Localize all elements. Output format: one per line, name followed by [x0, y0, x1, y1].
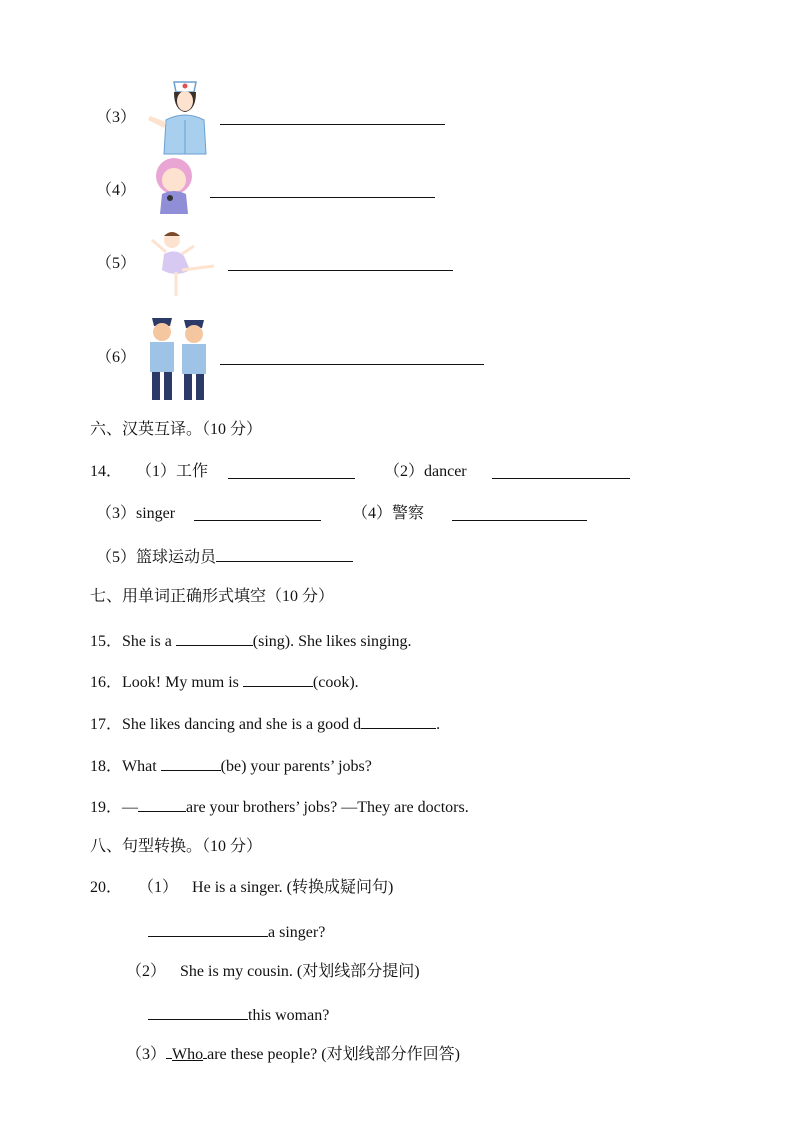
singer-girl-illustration	[150, 156, 200, 218]
dancer-illustration	[146, 226, 218, 298]
policemen-illustration	[146, 308, 214, 404]
answer-blank-14-5[interactable]	[216, 545, 353, 562]
question-number: 16．	[90, 674, 123, 691]
item-2-label: （2）dancer	[384, 463, 467, 480]
question-text: (cook).	[312, 674, 359, 691]
question-number-20: 20．	[90, 879, 123, 896]
item-4-label: （4）警察	[352, 505, 425, 522]
section-8-heading: 八、句型转换。（10 分）	[90, 838, 263, 855]
question-text: Look! My mum is	[122, 674, 243, 691]
question-text: She likes dancing and she is a good d	[122, 716, 362, 733]
sub-question-2-label: （2）	[126, 963, 167, 980]
question-text: (be) your parents’ jobs?	[220, 758, 372, 775]
answer-blank-17[interactable]	[361, 712, 436, 729]
sub-question-1-text: He is a singer. (转换成疑问句)	[192, 879, 394, 896]
sub-question-3-text: are these people? (对划线部分作回答)	[207, 1046, 460, 1063]
question-text: are your brothers’ jobs? —They are doctors.	[186, 799, 469, 816]
item-1-label: （1）工作	[136, 463, 209, 480]
picture-label-5: （5）	[96, 255, 137, 272]
sub-question-1-label: （1）	[138, 879, 179, 896]
section-7-heading: 七、用单词正确形式填空（10 分）	[90, 588, 335, 605]
question-15	[90, 629, 411, 652]
question-19	[90, 795, 469, 818]
question-number: 17．	[90, 716, 123, 733]
answer-blank-20-2b[interactable]	[198, 1003, 248, 1020]
question-text: What	[122, 758, 161, 775]
question-14-row-3	[96, 545, 353, 568]
question-20-part-2	[126, 962, 420, 982]
answer-blank-19[interactable]	[138, 795, 186, 812]
question-text: (sing). She likes singing.	[252, 633, 412, 650]
question-number: 19．	[90, 799, 123, 816]
answer-tail-20-1: a singer?	[268, 924, 326, 941]
item-3-label: （3）singer	[96, 505, 176, 522]
question-number: 18．	[90, 758, 123, 775]
question-20-part-1	[90, 878, 393, 898]
sub-question-3-label: （3）	[126, 1046, 167, 1063]
question-number-14: 14．	[90, 463, 123, 480]
answer-blank-3[interactable]	[220, 108, 445, 131]
question-text: She is a	[122, 633, 176, 650]
answer-blank-20-2a[interactable]	[148, 1003, 198, 1020]
answer-blank-14-4[interactable]	[452, 504, 587, 527]
question-18	[90, 754, 372, 777]
picture-label-6: （6）	[96, 349, 137, 366]
answer-blank-4[interactable]	[210, 181, 435, 204]
answer-line-20-2	[148, 1003, 329, 1026]
answer-blank-16[interactable]	[243, 670, 313, 687]
answer-blank-5[interactable]	[228, 254, 453, 277]
question-text: —	[122, 799, 139, 816]
answer-blank-14-2[interactable]	[492, 462, 630, 485]
question-16	[90, 670, 359, 693]
question-17	[90, 712, 440, 735]
answer-blank-15[interactable]	[176, 629, 253, 646]
answer-blank-14-1[interactable]	[228, 462, 355, 485]
nurse-illustration	[144, 76, 214, 156]
picture-label-3: （3）	[96, 109, 137, 126]
item-5-label: （5）篮球运动员	[96, 549, 217, 566]
section-6-heading: 六、汉英互译。（10 分）	[90, 421, 263, 438]
picture-label-4: （4）	[96, 182, 137, 199]
question-text: .	[436, 716, 441, 733]
question-20-part-3	[126, 1045, 460, 1065]
answer-tail-20-2: this woman?	[248, 1007, 330, 1024]
answer-blank-20-1[interactable]	[148, 920, 268, 937]
underlined-word: Who	[172, 1046, 204, 1063]
question-14-row-1	[90, 462, 208, 482]
sub-question-2-text: She is my cousin. (对划线部分提问)	[180, 963, 420, 980]
answer-line-20-1	[148, 920, 325, 943]
question-number: 15．	[90, 633, 123, 650]
answer-blank-6[interactable]	[220, 348, 484, 371]
answer-blank-18[interactable]	[161, 754, 221, 771]
answer-blank-14-3[interactable]	[194, 504, 321, 527]
